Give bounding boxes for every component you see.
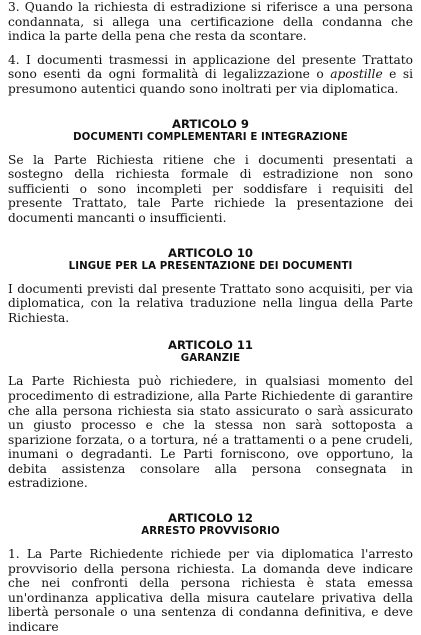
paragraph-art11: La Parte Richiesta può richiedere, in qualsiasi momento del procedimento di estradizione, alla Parte Richiedente di garantire che alla persona richiesta sia stato assicurato o sarà assicurato un giusto processo e che la stessa non sarà sottoposta a sparizione forzata, o a tortura, né a trattamenti o a pene crudeli, inumani o degradanti. Le Parti forniscono, ove opportuno, la debita assistenza consolare alla persona consegnata in estradizione. bbox=[8, 374, 413, 491]
article-9-title: ARTICOLO 9 bbox=[172, 116, 249, 131]
paragraph-art9: Se la Parte Richiesta ritiene che i documenti presentati a sostegno della richiesta formale di estradizione non sono sufficienti o sono incompleti per soddisfare i requisiti del presente Trattato, tale Parte richiede la presentazione dei documenti mancanti o insufficienti. bbox=[8, 152, 413, 225]
paragraph-art8-item4-italic: apostille bbox=[330, 67, 383, 82]
article-12-title: ARTICOLO 12 bbox=[168, 511, 253, 526]
paragraph-art8-item4-text-a: 4. I documenti trasmessi in applicazione del presente Trattato sono esenti da ogni formalità di legalizzazione o bbox=[8, 52, 413, 82]
paragraph-art12-item1: 1. La Parte Richiedente richiede per via diplomatica l'arresto provvisorio della persona richiesta. La domanda deve indicare che nei confronti della persona richiesta è stata emessa un'ordinanza applicativa della misura cautelare privativa della libertà personale o una sentenza di condanna definitiva, e deve indicare bbox=[8, 547, 413, 635]
article-10-title: ARTICOLO 10 bbox=[168, 245, 253, 260]
paragraph-art8-item4 bbox=[8, 53, 413, 97]
article-10-subtitle: LINGUE PER LA PRESENTAZIONE DEI DOCUMENTI bbox=[68, 260, 353, 272]
article-9-subtitle: DOCUMENTI COMPLEMENTARI E INTEGRAZIONE bbox=[73, 131, 348, 143]
article-11-title: ARTICOLO 11 bbox=[168, 338, 253, 353]
article-11-subtitle: GARANZIE bbox=[180, 353, 241, 365]
paragraph-art8-item3: 3. Quando la richiesta di estradizione si riferisce a una persona condannata, si allega una certificazione della condanna che indica la parte della pena che resta da scontare. bbox=[8, 0, 413, 44]
paragraph-art10: I documenti previsti dal presente Trattato sono acquisiti, per via diplomatica, con la relativa traduzione nella lingua della Parte Richiesta. bbox=[8, 281, 413, 325]
article-12-subtitle: ARRESTO PROVVISORIO bbox=[141, 526, 280, 538]
paragraph-art8-item4-text-b: e si presumono autentici quando sono inoltrati per via diplomatica. bbox=[8, 67, 413, 96]
